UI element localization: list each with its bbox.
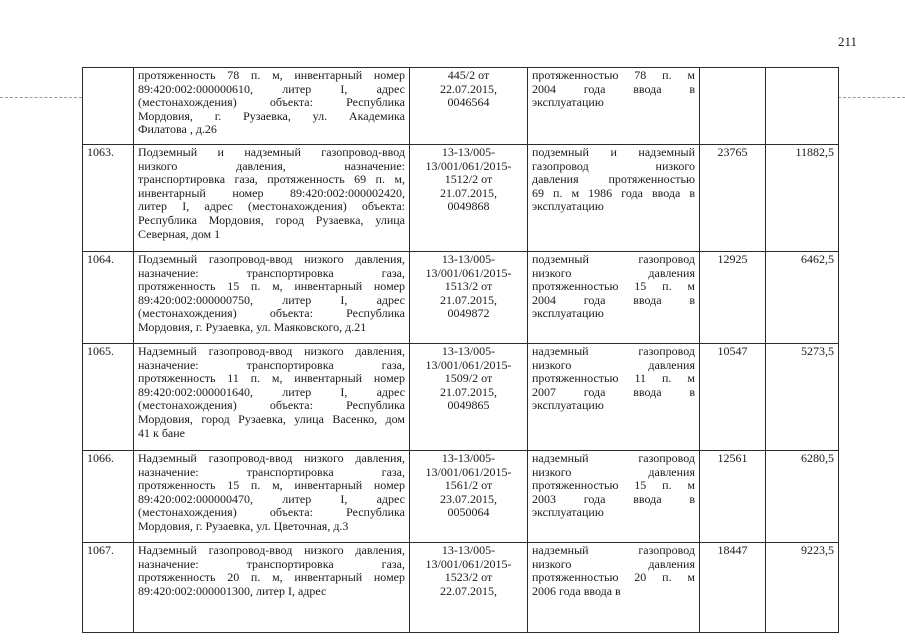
object-name-cell: [528, 68, 700, 145]
object-name-cell-line: 2004 года ввода в: [532, 293, 695, 307]
object-description-cell: [134, 68, 410, 145]
registration-record-cell-line: 13-13/005-: [441, 146, 496, 159]
registration-record-cell-line: 22.07.2015,: [440, 584, 497, 598]
registration-record-cell-line: 13/001/061/2015-: [425, 557, 512, 571]
object-name-cell-line: эксплуатацию: [532, 399, 604, 413]
residual-value-cell: 9223,5: [766, 543, 839, 633]
registration-record-cell-line: 13/001/061/2015-: [425, 358, 512, 372]
registration-record-cell-line: 13-13/005-: [441, 345, 496, 358]
value-cell: [700, 68, 766, 145]
registration-record-cell-line: 21.07.2015,: [440, 186, 497, 200]
table-row: [83, 68, 839, 145]
registration-record-cell-line: 0049865: [447, 399, 490, 413]
registration-record-cell-line: 1513/2 от: [444, 280, 493, 294]
object-name-cell-line: протяженностью 78 п. м: [532, 69, 695, 82]
registration-record-cell-line: 1512/2 от: [444, 173, 493, 187]
object-name-cell-line: надземный газопровод: [532, 452, 695, 465]
object-description-cell-line: Надземный газопровод-ввод низкого давления,: [138, 544, 405, 557]
object-name-cell-line: 69 п. м 1986 года ввода в: [532, 186, 695, 200]
object-name-cell-line: низкого давления: [532, 358, 695, 372]
registration-record-cell-line: 1523/2 от: [444, 571, 493, 585]
object-name-cell-line: 2003 года ввода в: [532, 492, 695, 506]
row-number-cell: 1064.: [83, 252, 134, 344]
object-name-cell-line: эксплуатацию: [532, 200, 604, 214]
object-name-cell-line: эксплуатацию: [532, 96, 604, 110]
object-description-cell-line: Филатова , д.26: [138, 123, 217, 137]
object-description-cell-line: транспортировка газа, протяженность 69 п. м,: [138, 173, 405, 187]
value-cell: 23765: [700, 145, 766, 252]
object-description-cell-line: 89:420:002:000001640, литер I, адрес: [138, 385, 405, 399]
object-description-cell-line: Подземный газопровод-ввод низкого давления,: [138, 253, 405, 266]
object-description-cell-line: 89:420:002:000000470, литер I, адрес: [138, 492, 405, 506]
registration-record-cell: [410, 145, 528, 252]
registration-record-cell-line: 22.07.2015,: [440, 82, 497, 96]
object-name-cell: [528, 451, 700, 543]
object-name-cell: [528, 145, 700, 252]
table-row: [83, 252, 839, 344]
registration-record-cell-line: 13/001/061/2015-: [425, 465, 512, 479]
scan-artifact-line-right: [838, 97, 905, 98]
object-description-cell-line: протяженность 15 п. м, инвентарный номер: [138, 280, 405, 294]
value-cell: 18447: [700, 543, 766, 633]
object-description-cell-line: Надземный газопровод-ввод низкого давления,: [138, 452, 405, 465]
object-description-cell-line: инвентарный номер 89:420:002:000002420,: [138, 186, 405, 200]
registration-record-cell-line: 21.07.2015,: [440, 385, 497, 399]
object-name-cell-line: протяженностью 15 п. м: [532, 280, 695, 294]
row-number-cell: 1063.: [83, 145, 134, 252]
object-description-cell-line: протяженность 15 п. м, инвентарный номер: [138, 479, 405, 493]
object-name-cell-line: протяженностью 20 п. м: [532, 571, 695, 585]
registration-record-cell-line: 0049868: [447, 200, 490, 214]
object-description-cell-line: протяженность 20 п. м, инвентарный номер: [138, 571, 405, 585]
object-description-cell-line: 41 к бане: [138, 426, 186, 440]
table-body: [83, 68, 839, 633]
registration-record-cell: [410, 344, 528, 451]
object-description-cell-line: Мордовия, г. Рузаевка, ул. Академика: [138, 109, 405, 123]
object-name-cell-line: подземный и надземный: [532, 146, 695, 159]
registration-record-cell-line: 13-13/005-: [441, 544, 496, 557]
object-name-cell-line: протяженностью 15 п. м: [532, 479, 695, 493]
object-name-cell: [528, 252, 700, 344]
object-name-cell-line: надземный газопровод: [532, 345, 695, 358]
table-row: [83, 145, 839, 252]
object-description-cell-line: назначение: транспортировка газа,: [138, 557, 405, 571]
object-name-cell-line: низкого давления: [532, 266, 695, 280]
property-register-table: [82, 67, 839, 633]
row-number-cell: 1066.: [83, 451, 134, 543]
residual-value-cell: 6462,5: [766, 252, 839, 344]
registration-record-cell-line: 13-13/005-: [441, 452, 496, 465]
row-number-cell: 1065.: [83, 344, 134, 451]
registration-record-cell-line: 1509/2 от: [444, 372, 493, 386]
object-description-cell: [134, 145, 410, 252]
value-cell: 10547: [700, 344, 766, 451]
object-description-cell: [134, 543, 410, 633]
object-name-cell-line: протяженностью 11 п. м: [532, 372, 695, 386]
table-row: [83, 543, 839, 633]
scan-artifact-line-left: [0, 97, 82, 98]
residual-value-cell: 5273,5: [766, 344, 839, 451]
registration-record-cell-line: 0050064: [447, 506, 490, 520]
registration-record-cell-line: 0046564: [447, 96, 490, 110]
object-description-cell-line: (местонахождения) объекта: Республика: [138, 399, 405, 413]
registration-record-cell-line: 1561/2 от: [444, 479, 493, 493]
registration-record-cell-line: 445/2 от: [447, 69, 490, 82]
object-description-cell-line: литер I, адрес (местонахождения) объекта:: [138, 200, 405, 214]
object-description-cell-line: протяженность 78 п. м, инвентарный номер: [138, 69, 405, 82]
object-description-cell: [134, 451, 410, 543]
object-description-cell-line: 89:420:002:000000610, литер I, адрес: [138, 82, 405, 96]
object-description-cell-line: (местонахождения) объекта: Республика: [138, 307, 405, 321]
object-description-cell-line: 89:420:002:000000750, литер I, адрес: [138, 293, 405, 307]
object-name-cell-line: эксплуатацию: [532, 506, 604, 520]
object-name-cell: [528, 344, 700, 451]
object-description-cell-line: Мордовия, г. Рузаевка, ул. Маяковского, д.21: [138, 320, 367, 334]
object-description-cell-line: протяженность 11 п. м, инвентарный номер: [138, 372, 405, 386]
residual-value-cell: 6280,5: [766, 451, 839, 543]
table-row: [83, 451, 839, 543]
registration-record-cell-line: 0049872: [447, 307, 490, 321]
object-name-cell-line: подземный газопровод: [532, 253, 695, 266]
object-description-cell-line: Северная, дом 1: [138, 227, 221, 241]
object-description-cell-line: (местонахождения) объекта: Республика: [138, 96, 405, 110]
object-name-cell-line: 2007 года ввода в: [532, 385, 695, 399]
object-description-cell-line: 89:420:002:000001300, литер I, адрес: [138, 584, 327, 598]
residual-value-cell: 11882,5: [766, 145, 839, 252]
value-cell: 12561: [700, 451, 766, 543]
object-name-cell-line: газопровод низкого: [532, 159, 695, 173]
object-description-cell-line: Мордовия, г. Рузаевка, ул. Цветочная, д.3: [138, 519, 349, 533]
object-description-cell-line: низкого давления, назначение:: [138, 159, 405, 173]
object-name-cell-line: 2004 года ввода в: [532, 82, 695, 96]
registration-record-cell: [410, 543, 528, 633]
object-description-cell-line: Подземный и надземный газопровод-ввод: [138, 146, 405, 159]
registration-record-cell-line: 23.07.2015,: [440, 492, 497, 506]
value-cell: 12925: [700, 252, 766, 344]
row-number-cell: [83, 68, 134, 145]
object-name-cell-line: надземный газопровод: [532, 544, 695, 557]
registration-record-cell-line: 13-13/005-: [441, 253, 496, 266]
object-description-cell-line: назначение: транспортировка газа,: [138, 465, 405, 479]
object-description-cell-line: назначение: транспортировка газа,: [138, 358, 405, 372]
registration-record-cell: [410, 252, 528, 344]
object-name-cell-line: 2006 года ввода в: [532, 584, 621, 598]
residual-value-cell: [766, 68, 839, 145]
object-description-cell-line: Республика Мордовия, город Рузаевка, улица: [138, 213, 405, 227]
object-description-cell: [134, 344, 410, 451]
table-row: [83, 344, 839, 451]
registration-record-cell: [410, 68, 528, 145]
object-name-cell-line: низкого давления: [532, 465, 695, 479]
object-description-cell-line: (местонахождения) объекта: Республика: [138, 506, 405, 520]
object-name-cell-line: давления протяженностью: [532, 173, 695, 187]
object-description-cell-line: назначение: транспортировка газа,: [138, 266, 405, 280]
registration-record-cell: [410, 451, 528, 543]
object-description-cell: [134, 252, 410, 344]
object-description-cell-line: Мордовия, город Рузаевка, улица Васенко, дом: [138, 412, 405, 426]
registration-record-cell-line: 21.07.2015,: [440, 293, 497, 307]
registration-record-cell-line: 13/001/061/2015-: [425, 159, 512, 173]
object-name-cell-line: низкого давления: [532, 557, 695, 571]
object-description-cell-line: Надземный газопровод-ввод низкого давления,: [138, 345, 405, 358]
registration-record-cell-line: 13/001/061/2015-: [425, 266, 512, 280]
object-name-cell-line: эксплуатацию: [532, 307, 604, 321]
object-name-cell: [528, 543, 700, 633]
row-number-cell: 1067.: [83, 543, 134, 633]
page-number: 211: [838, 34, 858, 49]
